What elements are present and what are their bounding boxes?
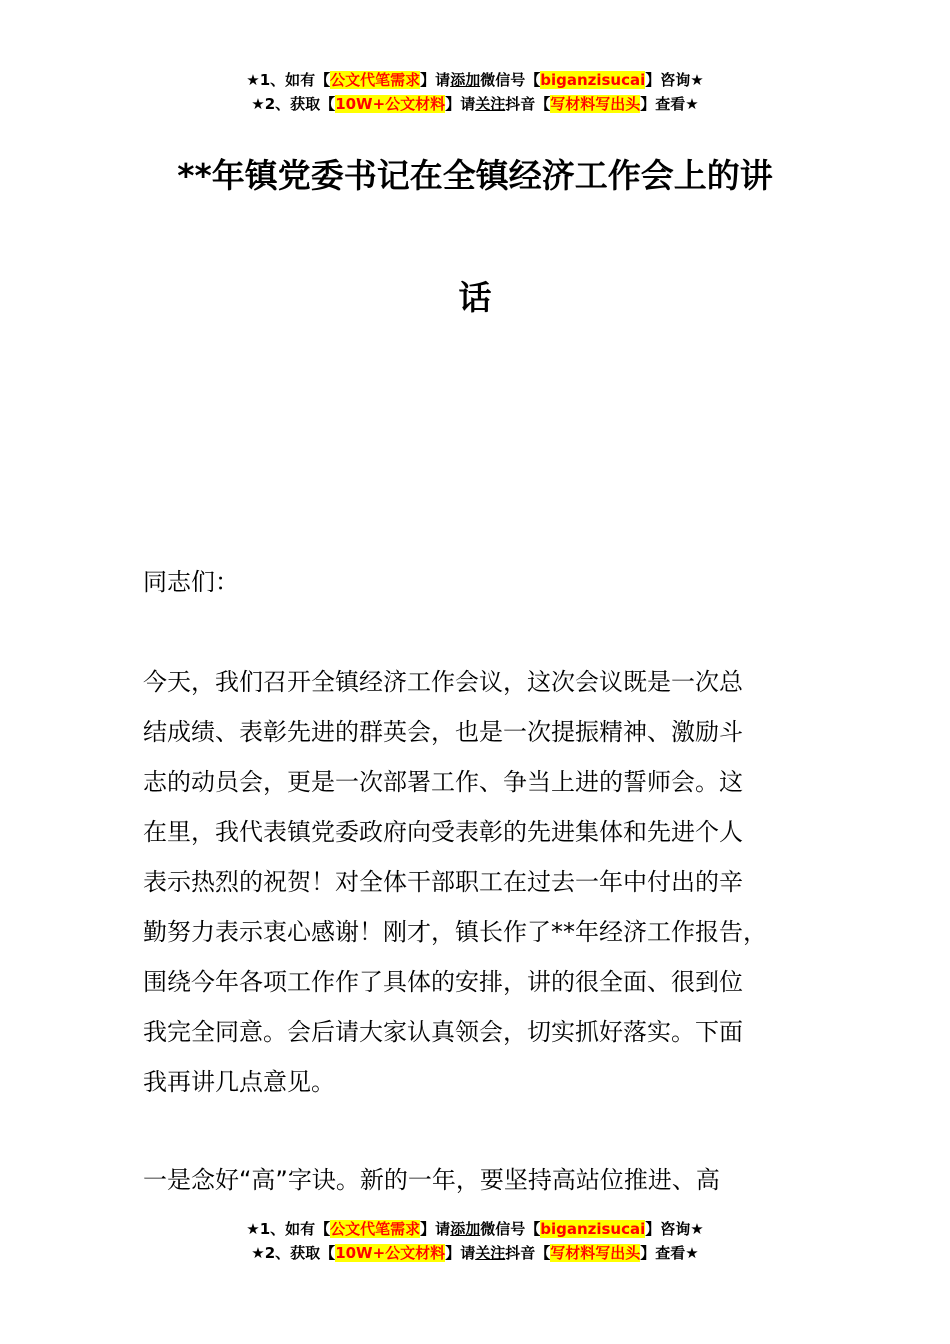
banner-highlight: 10W+公文材料 — [335, 95, 446, 113]
salutation: 同志们： — [143, 568, 239, 596]
paragraph-2: 一是念好“高”字诀。新的一年，要坚持高站位推进、高 — [143, 1166, 720, 1194]
banner-highlight: 公文代笔需求 — [330, 71, 421, 89]
banner-text: 】咨询★ — [645, 71, 704, 89]
banner-line-2 — [0, 1241, 950, 1265]
banner-text: 】请 — [420, 1220, 451, 1238]
banner-text: 】查看★ — [640, 1244, 699, 1262]
banner-line-1 — [0, 68, 950, 92]
banner-text: ★1、如有【 — [246, 71, 331, 89]
paragraph-1 — [143, 657, 843, 1107]
paragraph-line: 志的动员会，更是一次部署工作、争当上进的誓师会。这 — [143, 768, 743, 796]
banner-highlight: biganzisucai — [540, 71, 646, 89]
document-title-continuation: 话 — [458, 278, 492, 317]
paragraph-line: 我完全同意。会后请大家认真领会，切实抓好落实。下面 — [143, 1018, 743, 1046]
banner-underlined: 添加 — [450, 71, 481, 89]
paragraph-line: 围绕今年各项工作作了具体的安排，讲的很全面、很到位 — [143, 968, 743, 996]
banner-underlined: 关注 — [475, 1244, 506, 1262]
banner-highlight: 公文代笔需求 — [330, 1220, 421, 1238]
banner-text: 】咨询★ — [645, 1220, 704, 1238]
banner-text: 】请 — [445, 95, 476, 113]
banner-line-2 — [0, 92, 950, 116]
banner-text: 】查看★ — [640, 95, 699, 113]
document-title: **年镇党委书记在全镇经济工作会上的讲 — [177, 156, 773, 195]
banner-line-1 — [0, 1217, 950, 1241]
paragraph-line: 表示热烈的祝贺！对全体干部职工在过去一年中付出的辛 — [143, 868, 743, 896]
banner-highlight: 写材料写出头 — [550, 95, 641, 113]
banner-text: 微信号【 — [480, 1220, 541, 1238]
banner-highlight: 写材料写出头 — [550, 1244, 641, 1262]
banner-text: 抖音【 — [505, 95, 551, 113]
banner-highlight: 10W+公文材料 — [335, 1244, 446, 1262]
paragraph-line: 勤努力表示衷心感谢！刚才，镇长作了**年经济工作报告， — [143, 918, 767, 946]
banner-text: 抖音【 — [505, 1244, 551, 1262]
paragraph-line: 结成绩、表彰先进的群英会，也是一次提振精神、激励斗 — [143, 718, 743, 746]
banner-text: 】请 — [420, 71, 451, 89]
paragraph-line: 我再讲几点意见。 — [143, 1068, 335, 1096]
banner-highlight: biganzisucai — [540, 1220, 646, 1238]
header-banner — [0, 68, 950, 116]
banner-text: 】请 — [445, 1244, 476, 1262]
banner-text: ★1、如有【 — [246, 1220, 331, 1238]
banner-underlined: 添加 — [450, 1220, 481, 1238]
paragraph-line: 今天，我们召开全镇经济工作会议，这次会议既是一次总 — [143, 668, 743, 696]
banner-underlined: 关注 — [475, 95, 506, 113]
banner-text: ★2、获取【 — [251, 1244, 336, 1262]
banner-text: 微信号【 — [480, 71, 541, 89]
paragraph-line: 在里，我代表镇党委政府向受表彰的先进集体和先进个人 — [143, 818, 743, 846]
footer-banner — [0, 1217, 950, 1265]
banner-text: ★2、获取【 — [251, 95, 336, 113]
